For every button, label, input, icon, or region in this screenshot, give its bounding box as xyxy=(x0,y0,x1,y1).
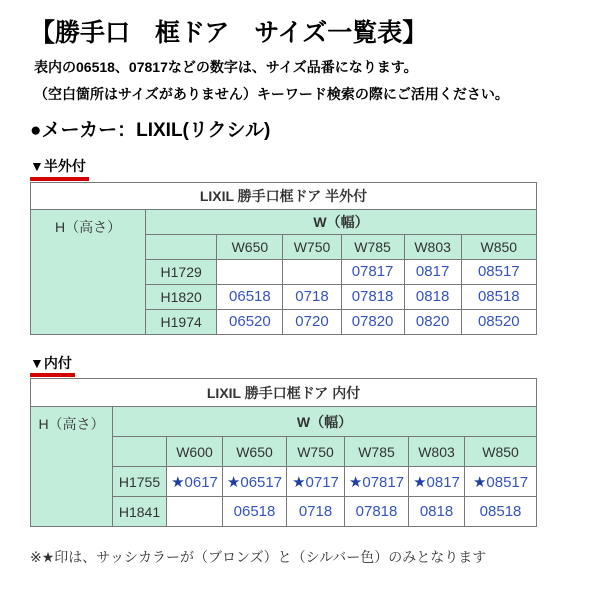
section-label-hansotozuke xyxy=(30,158,601,181)
size-cell xyxy=(167,497,223,527)
maker-heading xyxy=(30,120,601,143)
size-cell: 06518 xyxy=(217,284,283,309)
page-title: 【勝手口 框ドア サイズ一覧表】 xyxy=(30,19,428,47)
size-cell: ★0717 xyxy=(287,467,345,497)
size-cell: 0820 xyxy=(404,309,461,334)
w-axis-label: W（幅） xyxy=(113,407,537,437)
size-cell: 08518 xyxy=(465,497,537,527)
size-cell: 0818 xyxy=(409,497,465,527)
row-header: H1729 xyxy=(146,259,217,284)
size-cell: 0720 xyxy=(283,309,341,334)
size-cell: 07817 xyxy=(341,259,404,284)
h-axis-label: H（高さ） xyxy=(31,209,146,334)
size-cell: 06520 xyxy=(217,309,283,334)
size-cell xyxy=(217,259,283,284)
size-cell: ★0617 xyxy=(167,467,223,497)
star-icon: ★ xyxy=(292,473,306,491)
corner-cell xyxy=(113,437,167,467)
col-header: W850 xyxy=(461,234,536,259)
corner-cell xyxy=(146,234,217,259)
row-header: H1974 xyxy=(146,309,217,334)
bullet-icon: ● xyxy=(30,120,42,141)
section-label-underline xyxy=(30,158,89,181)
section-hansotozuke xyxy=(30,158,601,335)
size-cell: ★07817 xyxy=(345,467,409,497)
col-header: W600 xyxy=(167,437,223,467)
size-cell: 06518 xyxy=(223,497,287,527)
footnote: ※★印は、サッシカラーが（ブロンズ）と（シルバー色）のみとなります xyxy=(30,549,487,566)
section-label-uchizuke xyxy=(30,355,601,378)
col-header: W785 xyxy=(345,437,409,467)
note-line-1: 表内の06518、07817などの数字は、サイズ品番になります。 xyxy=(34,59,418,75)
col-header: W750 xyxy=(287,437,345,467)
col-header: W650 xyxy=(223,437,287,467)
triangle-down-icon: ▼ xyxy=(30,157,44,174)
row-header: H1820 xyxy=(146,284,217,309)
table-caption: LIXIL 勝手口框ドア 内付 xyxy=(31,379,537,407)
star-icon: ★ xyxy=(171,473,185,491)
section-uchizuke xyxy=(30,355,601,528)
col-header: W785 xyxy=(341,234,404,259)
size-cell: 08518 xyxy=(461,284,536,309)
size-cell: ★08517 xyxy=(465,467,537,497)
size-cell: 07820 xyxy=(341,309,404,334)
col-header: W650 xyxy=(217,234,283,259)
size-cell: 07818 xyxy=(341,284,404,309)
h-axis-label: H（高さ） xyxy=(31,407,113,527)
row-header: H1841 xyxy=(113,497,167,527)
note-line-2: （空白箇所はサイズがありません）キーワード検索の際にご活用ください。 xyxy=(34,85,509,102)
star-icon: ★ xyxy=(348,473,363,491)
w-axis-label: W（幅） xyxy=(146,209,537,234)
col-header: W850 xyxy=(465,437,537,467)
maker-label: メーカー：LIXIL(リクシル) xyxy=(41,120,271,141)
size-table-hansotozuke xyxy=(30,182,537,335)
star-icon: ★ xyxy=(472,473,487,491)
size-cell: ★06517 xyxy=(223,467,287,497)
table-caption: LIXIL 勝手口框ドア 半外付 xyxy=(31,182,537,209)
size-cell: 0718 xyxy=(283,284,341,309)
row-header: H1755 xyxy=(113,467,167,497)
size-cell: 0718 xyxy=(287,497,345,527)
size-cell: 0818 xyxy=(404,284,461,309)
size-cell: 08520 xyxy=(461,309,536,334)
star-icon: ★ xyxy=(413,473,427,491)
size-cell: ★0817 xyxy=(409,467,465,497)
size-cell xyxy=(283,259,341,284)
col-header: W803 xyxy=(409,437,465,467)
size-cell: 08517 xyxy=(461,259,536,284)
star-icon: ★ xyxy=(226,473,241,491)
col-header: W750 xyxy=(283,234,341,259)
size-cell: 07818 xyxy=(345,497,409,527)
section-label-text: 半外付 xyxy=(43,157,86,174)
section-label-underline xyxy=(30,355,75,378)
size-table-uchizuke xyxy=(30,378,537,527)
size-cell: 0817 xyxy=(404,259,461,284)
triangle-down-icon: ▼ xyxy=(30,354,44,371)
col-header: W803 xyxy=(404,234,461,259)
section-label-text: 内付 xyxy=(43,354,72,371)
